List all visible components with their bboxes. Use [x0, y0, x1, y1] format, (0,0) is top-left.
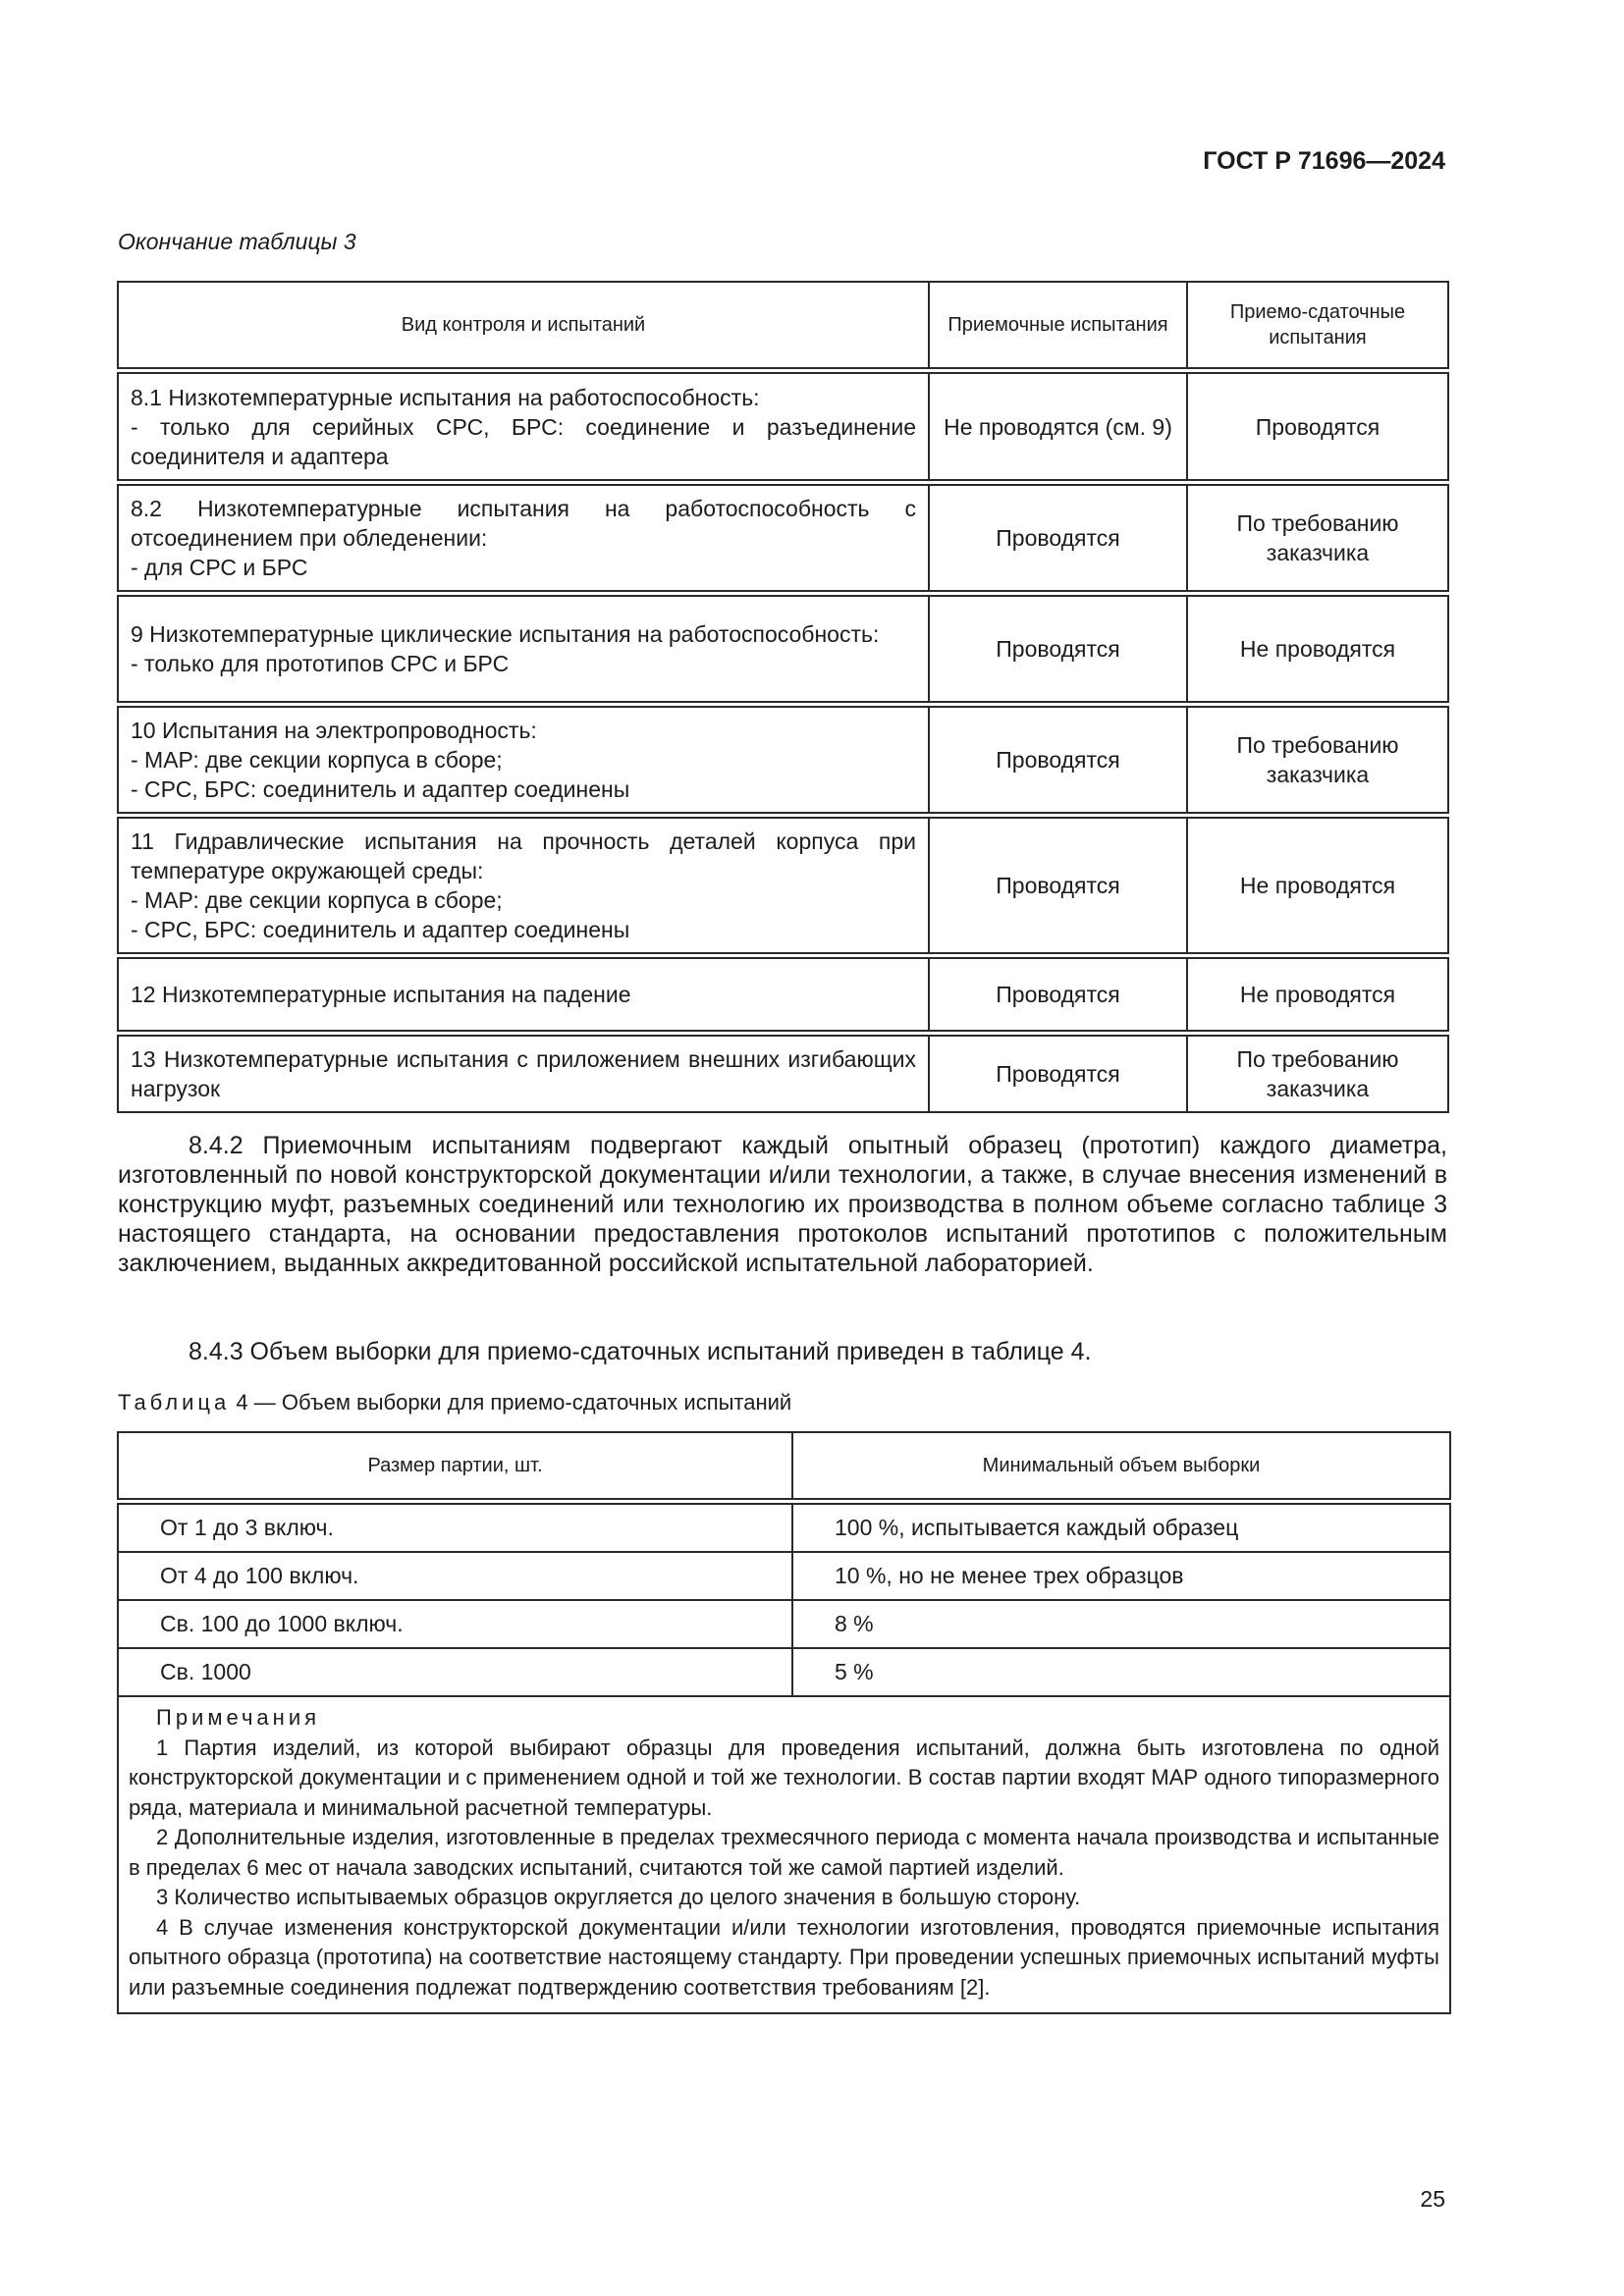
table-row	[118, 1036, 1448, 1112]
table-row	[118, 1552, 1450, 1600]
acceptance-value: Проводятся	[929, 596, 1187, 702]
delivery-value: Проводятся	[1187, 373, 1448, 480]
notes-title: Примечания	[156, 1705, 321, 1730]
page-number: 25	[1420, 2186, 1445, 2212]
delivery-value: Не проводятся	[1187, 818, 1448, 953]
delivery-value: По требованию заказчика	[1187, 485, 1448, 591]
test-description: 9 Низкотемпературные циклические испытания на работоспособность: - только для прототипов СРС и БРС	[118, 596, 929, 702]
note-item: 3 Количество испытываемых образцов округляется до целого значения в большую сторону.	[156, 1885, 1081, 1909]
acceptance-value: Не проводятся (см. 9)	[929, 373, 1187, 480]
test-description: 12 Низкотемпературные испытания на падение	[118, 958, 929, 1031]
table-row	[118, 1504, 1450, 1552]
batch-size-cell: От 4 до 100 включ.	[118, 1552, 792, 1600]
test-description: 8.2 Низкотемпературные испытания на работоспособность с отсоединением при обледенении: - для СРС и БРС	[118, 485, 929, 591]
note-item: 4 В случае изменения конструкторской документации и/или технологии изготовления, проводятся приемочные испытания опытного образца (прототипа) на соответствие настоящему стандарту. При проведении успешных приемочных испытаний муфты или разъемные соединения подлежат подтверждению соответствия требованиям [2].	[129, 1914, 1439, 2000]
table4-header-sample-size: Минимальный объем выборки	[792, 1432, 1450, 1499]
table-row	[118, 707, 1448, 813]
table4-header-batch-size: Размер партии, шт.	[118, 1432, 792, 1499]
table-row	[118, 373, 1448, 480]
batch-size-cell: Св. 100 до 1000 включ.	[118, 1600, 792, 1648]
acceptance-value: Проводятся	[929, 1036, 1187, 1112]
note-item: 2 Дополнительные изделия, изготовленные в пределах трехмесячного периода с момента начала производства и испытанные в пределах 6 мес от начала заводских испытаний, считаются той же самой партией изделий.	[129, 1825, 1439, 1880]
batch-size-cell: От 1 до 3 включ.	[118, 1504, 792, 1552]
table-row	[118, 485, 1448, 591]
table4-caption: Таблица 4 — Объем выборки для приемо-сдаточных испытаний	[118, 1390, 792, 1415]
test-description: 11 Гидравлические испытания на прочность деталей корпуса при температуре окружающей среды: - МАР: две секции корпуса в сборе; - СРС, БРС: соединитель и адаптер соединены	[118, 818, 929, 953]
table3-header-delivery: Приемо-сдаточные испытания	[1187, 282, 1448, 368]
delivery-value: Не проводятся	[1187, 596, 1448, 702]
sample-size-cell: 8 %	[792, 1600, 1450, 1648]
test-description: 13 Низкотемпературные испытания с приложением внешних изгибающих нагрузок	[118, 1036, 929, 1112]
test-description: 8.1 Низкотемпературные испытания на работоспособность: - только для серийных СРС, БРС: соединение и разъединение соединителя и адаптера	[118, 373, 929, 480]
table4-notes	[118, 1696, 1450, 2013]
delivery-value: Не проводятся	[1187, 958, 1448, 1031]
table-row	[118, 818, 1448, 953]
table-3	[117, 281, 1449, 1113]
acceptance-value: Проводятся	[929, 485, 1187, 591]
table3-continuation-caption: Окончание таблицы 3	[118, 229, 356, 254]
test-description: 10 Испытания на электропроводность: - МАР: две секции корпуса в сборе; - СРС, БРС: соединитель и адаптер соединены	[118, 707, 929, 813]
table-4	[117, 1431, 1451, 2014]
sample-size-cell: 10 %, но не менее трех образцов	[792, 1552, 1450, 1600]
table-row	[118, 1648, 1450, 1696]
note-item: 1 Партия изделий, из которой выбирают образцы для проведения испытаний, должна быть изготовлена по одной конструкторской документации и с применением одной и той же технологии. В состав партии входят МАР одного типоразмерного ряда, материала и минимальной расчетной температуры.	[129, 1735, 1439, 1820]
paragraph-8-4-2: 8.4.2 Приемочным испытаниям подвергают каждый опытный образец (прототип) каждого диаметра, изготовленный по новой конструкторской документации и/или технологии, а также, в случае внесения изменений в конструкцию муфт, разъемных соединений или технологию их производства в полном объеме согласно таблице 3 настоящего стандарта, на основании предоставления протоколов испытаний прототипов с положительным заключением, выданных аккредитованной российской испытательной лабораторией.	[118, 1132, 1447, 1277]
sample-size-cell: 5 %	[792, 1648, 1450, 1696]
table3-header-acceptance: Приемочные испытания	[929, 282, 1187, 368]
table-row	[118, 596, 1448, 702]
standard-designation: ГОСТ Р 71696—2024	[1203, 147, 1445, 175]
acceptance-value: Проводятся	[929, 818, 1187, 953]
acceptance-value: Проводятся	[929, 707, 1187, 813]
table-row	[118, 1600, 1450, 1648]
paragraph-8-4-3: 8.4.3 Объем выборки для приемо-сдаточных испытаний приведен в таблице 4.	[189, 1338, 1092, 1365]
table4-header-row	[118, 1432, 1450, 1499]
table-row	[118, 958, 1448, 1031]
delivery-value: По требованию заказчика	[1187, 1036, 1448, 1112]
table3-header-row	[118, 282, 1448, 368]
batch-size-cell: Св. 1000	[118, 1648, 792, 1696]
delivery-value: По требованию заказчика	[1187, 707, 1448, 813]
acceptance-value: Проводятся	[929, 958, 1187, 1031]
table4-notes-row	[118, 1696, 1450, 2013]
table3-header-type: Вид контроля и испытаний	[118, 282, 929, 368]
sample-size-cell: 100 %, испытывается каждый образец	[792, 1504, 1450, 1552]
